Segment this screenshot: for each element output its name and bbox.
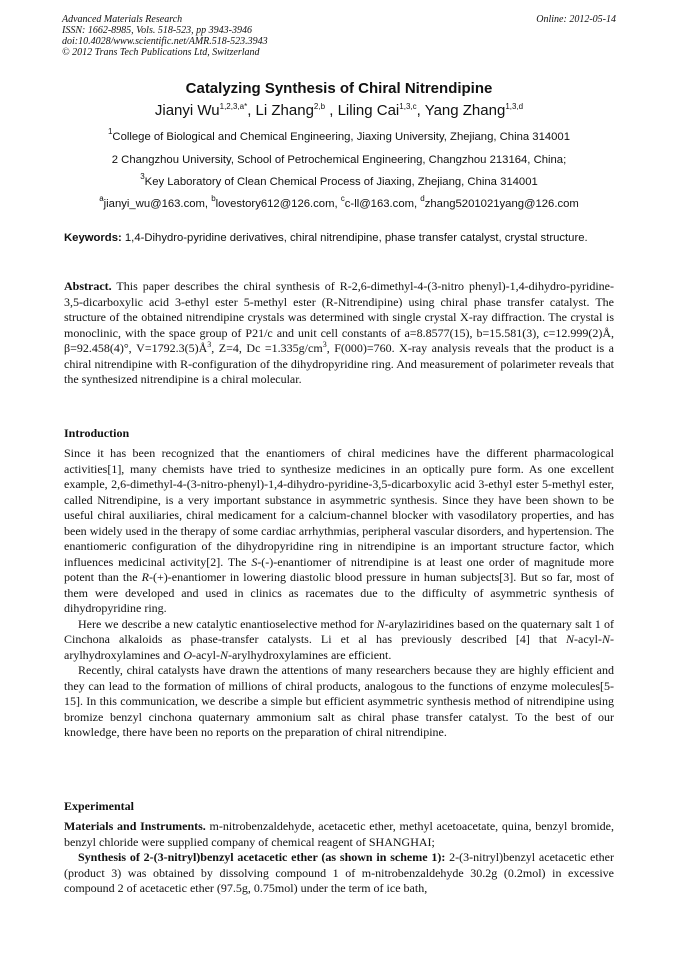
- author-name: Li Zhang: [255, 102, 314, 119]
- author-affiliation-mark: 2,b: [313, 102, 326, 111]
- author-separator: ,: [247, 102, 256, 119]
- email-link[interactable]: c-ll@163.com,: [344, 198, 421, 210]
- paragraph: Synthesis of 2-(3-nitryl)benzyl acetacetic ether (as shown in scheme 1): 2-(3-nitryl)benzyl acetacetic ether (product 3) was obtained by dissolving compound 1 of m-nitrobenzaldehyde 30.2g (0.2mol) in excessive compound 2 of acetacetic ether (97.5g, 0.75mol) under the term of ice bath,: [64, 850, 614, 895]
- abstract-text: This paper describes the chiral synthesis of R-2,6-dimethyl-4-(3-nitro phenyl)-1,4-dihydro-pyridine-3,5-dicarboxylic acid 3-ethyl ester 5-methyl ester (R-Nitrendipine) using chiral phase transfer catalyst. The structure of the obtained nitrendipine crystals was determined with single crystal X-ray diffraction. The crystal is monoclinic, with the space group of P21/c and unit cell constants of a=8.8577(15), b=15.581(3), c=12.999(2)Å, β=92.458(4)°, V=1792.3(5)Å: [64, 279, 614, 355]
- affiliation-text: College of Biological and Chemical Engineering, Jiaxing University, Zhejiang, China 314001: [112, 131, 571, 143]
- email-mark: d: [420, 194, 425, 203]
- author-affiliation-mark: 1,3,d: [505, 102, 524, 111]
- keywords-label: Keywords:: [64, 232, 122, 244]
- journal-name: Advanced Materials Research: [62, 14, 183, 25]
- paragraph: Here we describe a new catalytic enantioselective method for N-arylaziridines based on the quaternary salt 1 of Cinchona alkaloids as phase-transfer catalysts. Li et al has previously described [4] that N-acyl-N-arylhydroxylamines and O-acyl-N-arylhydroxylamines are efficient.: [64, 616, 615, 662]
- copyright-line: © 2012 Trans Tech Publications Ltd, Switzerland: [62, 47, 260, 58]
- introduction-body: [64, 446, 614, 741]
- affiliation-3: [0, 172, 678, 188]
- superscript: 3: [322, 340, 327, 349]
- email-mark: b: [211, 194, 216, 203]
- author-name: Jianyi Wu: [154, 102, 220, 119]
- experimental-body: [64, 819, 614, 897]
- abstract-text: , Z=4, Dc =1.335g/cm: [211, 341, 323, 355]
- affiliation-2: 2 Changzhou University, School of Petrochemical Engineering, Changzhou 213164, China;: [111, 154, 567, 166]
- keywords: [64, 231, 614, 245]
- abstract-text: , F(000)=760. X-ray analysis reveals that the product is a chiral nitrendipine with R-configuration of the dihydropyridine ring. And measurement of polarimeter reveals that the synthesized nitrendipine is a chiral molecular.: [64, 341, 615, 386]
- abstract-label: Abstract.: [64, 279, 112, 293]
- keywords-text: 1,4-Dihydro-pyridine derivatives, chiral nitrendipine, phase transfer catalyst, crystal structure.: [121, 232, 588, 244]
- email-link[interactable]: jianyi_wu@163.com,: [103, 198, 212, 210]
- paragraph: Materials and Instruments. m-nitrobenzaldehyde, acetacetic ether, methyl acetoacetate, quina, benzyl bromide, benzyl chloride were supplied company of chemical reagent of SHANGHAI;: [64, 819, 614, 849]
- author-name: Yang Zhang: [424, 102, 506, 119]
- online-date: Online: 2012-05-14: [536, 14, 616, 25]
- author-name: Liling Cai: [337, 102, 400, 119]
- subsection-label: Synthesis of 2-(3-nitryl)benzyl acetacetic ether (as shown in scheme 1):: [78, 850, 446, 864]
- email-mark: a: [99, 194, 104, 203]
- affiliation-mark: 3: [140, 172, 145, 181]
- author-separator: ,: [325, 102, 338, 119]
- paragraph: Since it has been recognized that the enantiomers of chiral medicines have the different pharmacological activities[1], many chemists have tried to synthesize medicines in an optically pure form. As one excellent example, 2,6-dimethyl-4-(3-nitro-phenyl)-1,4-dihydro-pyridine-3,5-dicarboxylic acid 3-ethyl ester 5-methyl ester, called Nitrendipine, is a very important substance in asymmetric synthesis. Since they have been shown to be useful chiral auxiliaries, chiral medicament for a calcium-channel blocker with vasodilatory properties, and has been widely used in the therapy of some cardiac arrhythmias, peripheral vascular disorders, and hypertension. The enantiomeric configuration of the dihydropyridine ring in nitrendipine is an important structure factor, which influences medicinal activity[2]. The S-(-)-enantiomer of nitrendipine is at least one order of magnitude more potent than the R-(+)-enantiomer in lowering diastolic blood pressure in human subjects[3]. But so far, most of them were developed and used in clinics as racemates due to the difficulty of asymmetric synthesis of dihydropyridine ring.: [64, 446, 615, 615]
- abstract: [64, 279, 614, 388]
- paragraph: Recently, chiral catalysts have drawn the attentions of many researchers because they are highly efficient and they can lead to the formation of millions of chiral products, analogous to the functions of enzyme molecules[5-15]. In this communication, we describe a simple but efficient asymmetric synthesis method of nitrendipine using bromize benzyl cinchona quaternary ammonium salt as chiral phase transfer catalyst. To the best of our knowledge, there have been no reports on the preparation of chiral nitrendipine.: [64, 663, 614, 739]
- section-heading-introduction: Introduction: [64, 426, 130, 440]
- affiliation-1: [0, 127, 678, 143]
- subsection-label: Materials and Instruments.: [64, 819, 206, 833]
- email-link[interactable]: lovestory612@126.com,: [215, 198, 341, 210]
- email-list: [0, 194, 678, 210]
- author-separator: ,: [416, 102, 425, 119]
- paper-title: Catalyzing Synthesis of Chiral Nitrendipine: [185, 80, 493, 97]
- author-affiliation-mark: 1,2,3,a*: [219, 102, 248, 111]
- header-info: [62, 14, 616, 58]
- section-heading-experimental: Experimental: [64, 799, 134, 813]
- issn-line: ISSN: 1662-8985, Vols. 518-523, pp 3943-3946: [62, 25, 252, 36]
- doi-line: doi:10.4028/www.scientific.net/AMR.518-523.3943: [62, 36, 268, 47]
- affiliation-mark: 1: [107, 127, 113, 136]
- superscript: 3: [207, 340, 212, 349]
- journal-header: [62, 14, 616, 58]
- author-affiliation-mark: 1,3,c: [399, 102, 417, 111]
- email-link[interactable]: zhang5201021yang@126.com: [424, 198, 579, 210]
- affiliation-text: Key Laboratory of Clean Chemical Process of Jiaxing, Zhejiang, China 314001: [144, 176, 538, 188]
- email-mark: c: [340, 194, 345, 203]
- author-list: [0, 102, 678, 119]
